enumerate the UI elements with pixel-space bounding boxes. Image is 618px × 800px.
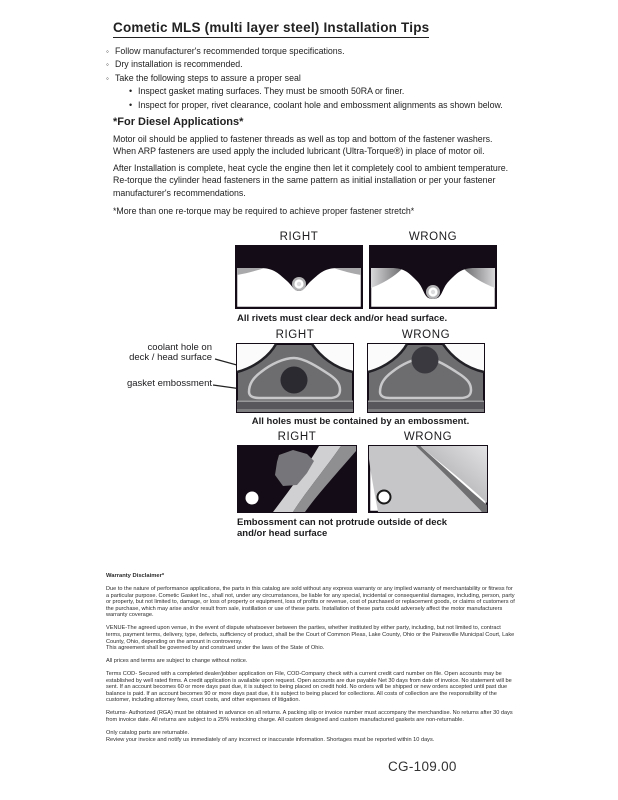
gasket-embossment-annotation: gasket embossment bbox=[126, 378, 212, 389]
dot-bullet-icon: • bbox=[129, 99, 133, 110]
protrusion-wrong-diagram bbox=[368, 445, 488, 513]
figure-right-column bbox=[237, 431, 357, 513]
right-label: RIGHT bbox=[277, 431, 317, 443]
legal-paragraph: This agreement shall be governed by and construed under the laws of the State of Ohio. bbox=[106, 645, 325, 652]
legal-paragraph: All prices and terms are subject to change without notice. bbox=[106, 658, 248, 665]
retorque-note: *More than one re-torque may be required to achieve proper fastener stretch* bbox=[113, 206, 415, 216]
wrong-label: WRONG bbox=[408, 231, 458, 243]
figure-caption: All holes must be contained by an embossment. bbox=[251, 416, 470, 427]
list-item bbox=[129, 85, 546, 98]
list-item bbox=[106, 72, 546, 85]
tip-text: Inspect gasket mating surfaces. They must be smooth 50RA or finer. bbox=[138, 86, 405, 97]
figure-caption: Embossment can not protrude outside of deck and/or head surface bbox=[237, 517, 448, 539]
figure-right-column bbox=[235, 231, 363, 309]
wrong-label: WRONG bbox=[401, 329, 451, 341]
wrong-label: WRONG bbox=[403, 431, 453, 443]
installation-tips-list bbox=[106, 45, 546, 112]
figure-wrong-column bbox=[368, 431, 488, 513]
legal-paragraph: Terms COD- Secured with a completed dealer/jobber application on File, COD-Company check with a current credit card number on file. Open accounts may be established by well rated firms. A credit application is available upon request. Open accounts are due payable Net 30 days from date of invoice. No statement will be sent. If an account becomes 60 or more days past due, it is subject to being placed on credit hold. No orders will be shipped or new orders accepted until past due balance is paid. If an account becomes 90 or more days past due, it is subject to being placed for collections. All costs of collection are the responsibility of the customer, including attorney fees, court costs, and other expenses of litigation. bbox=[106, 671, 512, 704]
right-label: RIGHT bbox=[279, 231, 319, 243]
tip-text: Follow manufacturer's recommended torque specifications. bbox=[115, 46, 345, 56]
figure-wrong-column bbox=[367, 329, 485, 413]
legal-paragraph: VENUE-The agreed upon venue, in the event of dispute whatsoever between the parties, whether instituted by either party, including, but not limited to, contract terms, payment terms, delivery, type, defects, sufficiency of product, shall be the Court of Common Pleas, Lake County, Ohio or the Painesville Municipal Court, Lake County, Ohio, depending on the amount in controversy. bbox=[106, 625, 515, 645]
figure-caption: All rivets must clear deck and/or head surface. bbox=[237, 313, 448, 324]
legal-paragraph: Due to the nature of performance applications, the parts in this catalog are sold without any express warranty or any implied warranty of merchantability or fitness for a particular purpose. Cometic Gasket Inc., shall not, under any circumstances, be liable for any special, incidental or consequential damages, including, person, party or property, but not limited to, damage, or loss of property or equipment, loss of profits or revenue, cost of purchased or replacement goods, or claims of customers of the purchase, which may arise and/or result from sale, instillation or use of these parts. Installation of these parts could adversely affect the motor manufacturers warranty coverage. bbox=[106, 585, 515, 619]
diesel-applications-heading: *For Diesel Applications* bbox=[113, 116, 244, 128]
legal-paragraph: Only catalog parts are returnable. bbox=[106, 730, 190, 737]
tip-text: Dry installation is recommended. bbox=[115, 59, 243, 70]
figure-wrong-column bbox=[369, 231, 497, 309]
right-label: RIGHT bbox=[275, 329, 315, 341]
coolant-hole-annotation: coolant hole on deck / head surface bbox=[129, 342, 212, 363]
diesel-paragraph: Motor oil should be applied to fastener threads as well as top and bottom of the fastener washers. When ARP fasteners are used apply the included lubricant (Ultra-Torque®) in place of motor oil. bbox=[113, 134, 493, 157]
embossment-wrong-diagram bbox=[367, 343, 485, 413]
diesel-paragraph: After Installation is complete, heat cycle the engine then let it completely cool to ambient temperature. Re-torque the cylinder head fasteners in the same pattern as initial installation or per your fastener manufacturer's recommendations. bbox=[113, 163, 509, 198]
list-item bbox=[106, 45, 546, 58]
rivet-right-diagram bbox=[235, 245, 363, 309]
page-number: CG-109.00 bbox=[388, 759, 457, 774]
warranty-disclaimer-section bbox=[106, 573, 516, 750]
list-item bbox=[106, 58, 546, 71]
list-item bbox=[129, 99, 546, 112]
circle-bullet-icon: ◦ bbox=[106, 60, 109, 70]
warranty-disclaimer-heading: Warranty Disclaimer* bbox=[106, 573, 165, 579]
page-title: Cometic MLS (multi layer steel) Installation Tips bbox=[113, 20, 429, 38]
rivet-wrong-diagram bbox=[369, 245, 497, 309]
circle-bullet-icon: ◦ bbox=[106, 47, 109, 56]
tip-text: Inspect for proper, rivet clearance, coolant hole and embossment alignments as shown below. bbox=[138, 99, 503, 110]
dot-bullet-icon: • bbox=[129, 86, 133, 97]
legal-paragraph: Returns- Authorized (RGA) must be obtained in advance on all returns. A packing slip or invoice number must accompany the merchandise. No returns after 30 days from invoice date. All returns are subject to a 25% restocking charge. All custom designed and custom manufactured gaskets are non-returnable. bbox=[106, 710, 513, 724]
tip-text: Take the following steps to assure a proper seal bbox=[115, 72, 301, 83]
figure-right-column bbox=[236, 329, 354, 413]
embossment-right-diagram bbox=[236, 343, 354, 413]
protrusion-right-diagram bbox=[237, 445, 357, 513]
circle-bullet-icon: ◦ bbox=[106, 73, 109, 83]
legal-paragraph: Review your invoice and notify us immediately of any incorrect or inaccurate information. Shortages must be reported within 10 days. bbox=[106, 736, 435, 743]
